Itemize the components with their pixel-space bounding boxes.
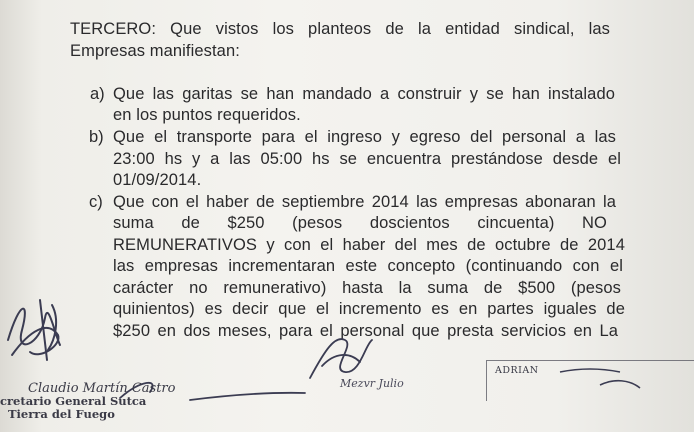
item-c-line-4: las empresas incrementaran este concepto (continuando con el (113, 257, 623, 275)
item-c-line-6: quinientos) es decir que el incremento es en partes iguales de (113, 300, 625, 318)
left-signature-scribble (8, 300, 60, 360)
item-b-line-3: 01/09/2014. (113, 171, 202, 189)
item-b-label: b) (89, 128, 104, 146)
item-b-line-1: Que el transporte para el ingreso y egreso del personal a las (113, 128, 616, 146)
heading-line-2: Empresas manifiestan: (70, 42, 240, 60)
right-stamp-name: ADRIAN (495, 365, 539, 376)
item-a-line-2: en los puntos requeridos. (113, 106, 301, 124)
item-c-line-1: Que con el haber de septiembre 2014 las empresas abonaran la (113, 193, 616, 211)
middle-handwriting: Mezvr Julio (340, 377, 404, 390)
item-c-line-7: $250 en dos meses, para el personal que presta servicios en La (113, 322, 618, 340)
left-signature-name: Claudio Martín Castro (28, 381, 176, 396)
item-c-line-2: suma de $250 (pesos doscientos cincuenta) NO (113, 214, 607, 232)
item-c-label: c) (89, 193, 103, 211)
item-a-label: a) (90, 85, 105, 103)
item-c-line-5: carácter no remunerativo) hasta la suma de $500 (pesos (113, 279, 621, 297)
item-b-line-2: 23:00 hs y a las 05:00 hs se encuentra prestándose desde el (113, 150, 621, 168)
left-signature-title-2: Tierra del Fuego (8, 407, 115, 421)
item-a-line-1: Que las garitas se han mandado a construir y se han instalado (113, 85, 615, 103)
item-c-line-3: REMUNERATIVOS y con el haber del mes de octubre de 2014 (113, 236, 625, 254)
left-signature-title-1: cretario General Sutca (0, 394, 147, 408)
heading-line-1: TERCERO: Que vistos los planteos de la entidad sindical, las (70, 20, 610, 38)
